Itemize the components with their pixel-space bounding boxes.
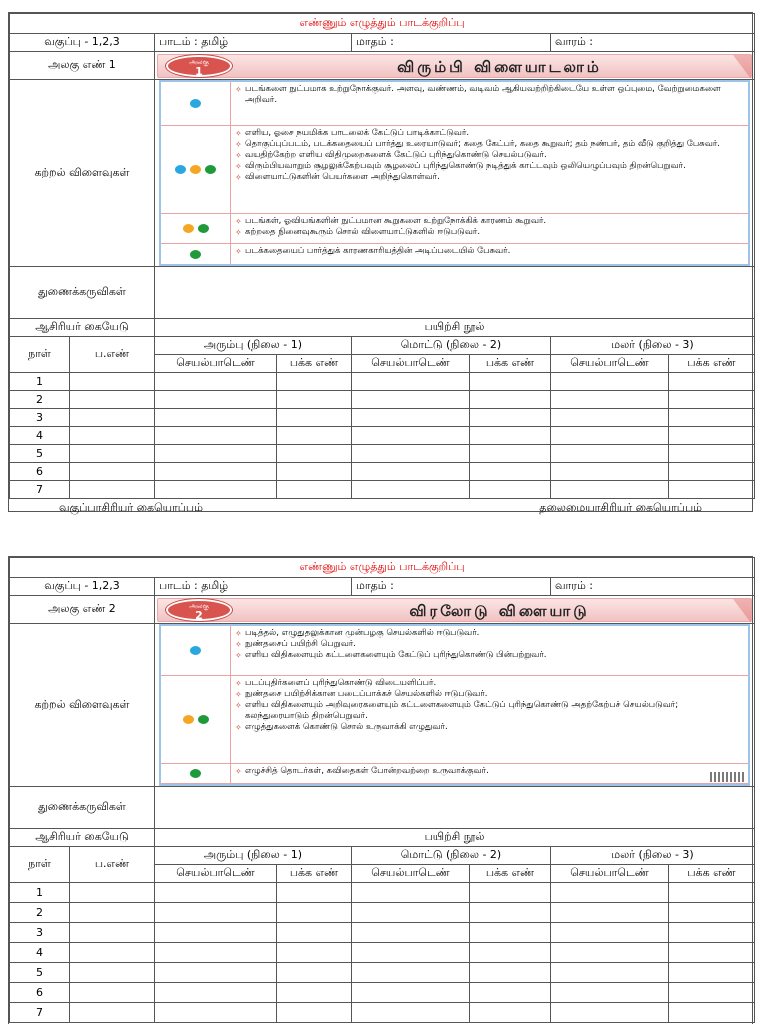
level-2-page-cell[interactable] [470, 1003, 551, 1023]
outcome-item: ✧ விளையாட்டுகளின் பெயர்களை அறிந்துகொள்வர். [235, 172, 744, 183]
level-1-activity-cell[interactable] [155, 1003, 277, 1023]
subject-label: பாடம் : தமிழ் [155, 578, 352, 596]
level-1-activity-cell[interactable] [155, 883, 277, 903]
aids-label: துணைக்கருவிகள் [10, 267, 155, 319]
outcome-list [231, 126, 748, 213]
unit-banner [157, 54, 752, 78]
outcome-group [161, 126, 748, 214]
outcome-item: ✧ எழுச்சித் தொடர்கள், கவிதைகள் போன்றவற்றை உருவாக்குவர். [235, 766, 744, 777]
period-cell[interactable] [70, 409, 155, 427]
day-row [10, 445, 755, 463]
outcome-list [231, 626, 748, 675]
day-number: 5 [10, 963, 70, 983]
level-2-activity-cell[interactable] [352, 463, 470, 481]
month-label: மாதம் : [352, 578, 551, 596]
level-3-activity-cell[interactable] [551, 983, 669, 1003]
week-label: வாரம் : [551, 34, 755, 52]
level-2-activity-cell[interactable] [352, 903, 470, 923]
level-1-activity-cell[interactable] [155, 427, 277, 445]
blue-level-dot-icon [175, 165, 186, 174]
badge-number: 1 [195, 64, 203, 78]
unit-badge [166, 599, 232, 621]
level-1-activity-cell[interactable] [155, 391, 277, 409]
level-3-page-cell[interactable] [669, 427, 755, 445]
level-3-activity-cell[interactable] [551, 373, 669, 391]
level-1-page-cell[interactable] [277, 391, 352, 409]
activity-no-header: செயல்பாடெண் [551, 355, 669, 373]
day-row [10, 943, 755, 963]
level-2-activity-cell[interactable] [352, 481, 470, 499]
period-cell[interactable] [70, 883, 155, 903]
class-label: வகுப்பு - 1,2,3 [10, 578, 155, 596]
aids-value[interactable] [155, 787, 755, 829]
day-number: 5 [10, 445, 70, 463]
day-number: 7 [10, 481, 70, 499]
page-no-header: பக்க எண் [669, 865, 755, 883]
day-row [10, 373, 755, 391]
level-2-activity-cell[interactable] [352, 373, 470, 391]
period-cell[interactable] [70, 373, 155, 391]
level-dots [161, 82, 231, 125]
level-2-activity-cell[interactable] [352, 963, 470, 983]
outcome-item: ✧ விரும்பியவாறும் சூழலுக்கேற்பவும் சூழலைப் புரிந்துகொண்டு நடித்துக் காட்டவும் ஒலியெழுப்பவும் திறன்பெறுவர். [235, 161, 744, 172]
level-3-page-cell[interactable] [669, 983, 755, 1003]
unit-label: அலகு எண் 2 [10, 596, 155, 624]
week-label: வாரம் : [551, 578, 755, 596]
period-cell[interactable] [70, 963, 155, 983]
outcomes-box [159, 80, 750, 266]
level-2-page-cell[interactable] [470, 445, 551, 463]
aids-label: துணைக்கருவிகள் [10, 787, 155, 829]
level-2-page-cell[interactable] [470, 903, 551, 923]
level-1-page-cell[interactable] [277, 409, 352, 427]
signature-row [9, 499, 752, 529]
level-2-page-cell[interactable] [470, 983, 551, 1003]
blue-level-dot-icon [190, 646, 201, 655]
period-cell[interactable] [70, 445, 155, 463]
level-3-activity-cell[interactable] [551, 391, 669, 409]
unit-banner [157, 598, 752, 622]
day-row [10, 481, 755, 499]
level-3-activity-cell[interactable] [551, 903, 669, 923]
level-2-page-cell[interactable] [470, 943, 551, 963]
unit-label: அலகு எண் 1 [10, 52, 155, 80]
banner-corner-decoration [733, 55, 751, 79]
day-number: 2 [10, 391, 70, 409]
outcome-item: ✧ வயதிற்கேற்ற எளிய விதிமுறைகளைக் கேட்டுப் புரிந்துகொண்டு செயல்படுவர். [235, 150, 744, 161]
level-3-activity-cell[interactable] [551, 445, 669, 463]
level-3-activity-cell[interactable] [551, 463, 669, 481]
level-2-page-cell[interactable] [470, 923, 551, 943]
level-2-activity-cell[interactable] [352, 883, 470, 903]
blue-level-dot-icon [190, 99, 201, 108]
page-no-header: பக்க எண் [277, 865, 352, 883]
outcome-item: ✧ எளிய விதிகளையும் அறிவுரைகளையும் கட்டளைகளையும் கேட்டுப் புரிந்துகொண்டு அதற்கேற்பச் செயல்படுவர்; கலந்துரையாடும் திறன்பெறுவர். [235, 700, 744, 722]
level-2-page-cell[interactable] [470, 373, 551, 391]
level-1-header: அரும்பு (நிலை - 1) [155, 337, 352, 355]
badge-caption: அலகு [189, 57, 209, 66]
day-row [10, 923, 755, 943]
day-number: 2 [10, 903, 70, 923]
period-cell[interactable] [70, 923, 155, 943]
outcomes-cell [155, 624, 755, 787]
period-cell[interactable] [70, 1003, 155, 1023]
outcome-group [161, 764, 748, 784]
outcomes-label: கற்றல் விளைவுகள் [10, 624, 155, 787]
outcome-item: ✧ படப்புதிர்களைப் புரிந்துகொண்டு விடையளிப்பர். [235, 678, 744, 689]
level-3-activity-cell[interactable] [551, 943, 669, 963]
period-cell[interactable] [70, 983, 155, 1003]
level-2-activity-cell[interactable] [352, 943, 470, 963]
outcome-list [231, 676, 748, 763]
period-header: ப.எண் [70, 337, 155, 373]
level-1-page-cell[interactable] [277, 445, 352, 463]
green-level-dot-icon [190, 250, 201, 259]
level-3-page-cell[interactable] [669, 923, 755, 943]
outcome-item: ✧ எழுத்துகளைக் கொண்டு சொல் உருவாக்கி எழுதுவர். [235, 722, 744, 733]
level-dots [161, 764, 231, 783]
outcome-group [161, 676, 748, 764]
level-3-page-cell[interactable] [669, 943, 755, 963]
level-2-page-cell[interactable] [470, 481, 551, 499]
unit-title: விரலோடு விளையாடு [409, 601, 590, 620]
green-level-dot-icon [198, 715, 209, 724]
level-1-activity-cell[interactable] [155, 983, 277, 1003]
page-no-header: பக்க எண் [470, 865, 551, 883]
green-level-dot-icon [190, 769, 201, 778]
day-row [10, 463, 755, 481]
green-level-dot-icon [205, 165, 216, 174]
outcome-list [231, 244, 748, 264]
teacher-guide-label: ஆசிரியர் கையேடு [10, 319, 155, 337]
plan-title: எண்ணும் எழுத்தும் பாடக்குறிப்பு [10, 558, 755, 578]
activity-no-header: செயல்பாடெண் [352, 865, 470, 883]
level-2-header: மொட்டு (நிலை - 2) [352, 337, 551, 355]
level-1-activity-cell[interactable] [155, 963, 277, 983]
outcomes-label: கற்றல் விளைவுகள் [10, 80, 155, 267]
level-3-activity-cell[interactable] [551, 1003, 669, 1023]
period-cell[interactable] [70, 391, 155, 409]
level-2-page-cell[interactable] [470, 427, 551, 445]
day-row [10, 983, 755, 1003]
level-2-activity-cell[interactable] [352, 427, 470, 445]
day-number: 1 [10, 883, 70, 903]
level-1-activity-cell[interactable] [155, 943, 277, 963]
day-row [10, 409, 755, 427]
level-2-activity-cell[interactable] [352, 983, 470, 1003]
level-3-activity-cell[interactable] [551, 481, 669, 499]
level-3-header: மலர் (நிலை - 3) [551, 337, 755, 355]
level-3-page-cell[interactable] [669, 373, 755, 391]
level-1-activity-cell[interactable] [155, 903, 277, 923]
period-cell[interactable] [70, 903, 155, 923]
outcome-item: ✧ கற்றதை நினைவுகூரும் சொல் விளையாட்டுகளில் ஈடுபடுவர். [235, 227, 744, 238]
level-dots [161, 126, 231, 213]
level-3-activity-cell[interactable] [551, 409, 669, 427]
green-level-dot-icon [198, 224, 209, 233]
level-3-page-cell[interactable] [669, 463, 755, 481]
day-row [10, 391, 755, 409]
level-2-activity-cell[interactable] [352, 923, 470, 943]
level-3-page-cell[interactable] [669, 883, 755, 903]
level-1-page-cell[interactable] [277, 481, 352, 499]
level-3-page-cell[interactable] [669, 409, 755, 427]
level-1-page-cell[interactable] [277, 963, 352, 983]
outcome-item: ✧ படங்கள், ஓவியங்களின் நுட்பமான கூறுகளை உற்றுநோக்கிக் காரணம் கூறுவர். [235, 216, 744, 227]
class-teacher-signature: வகுப்பாசிரியர் கையொப்பம் [59, 501, 203, 514]
lesson-plan-unit-2 [8, 556, 753, 1024]
level-2-activity-cell[interactable] [352, 445, 470, 463]
level-2-activity-cell[interactable] [352, 391, 470, 409]
day-number: 1 [10, 373, 70, 391]
period-cell[interactable] [70, 481, 155, 499]
month-label: மாதம் : [352, 34, 551, 52]
outcome-group [161, 82, 748, 126]
level-3-page-cell[interactable] [669, 903, 755, 923]
level-1-page-cell[interactable] [277, 427, 352, 445]
outcome-item: ✧ படங்களை நுட்பமாக உற்றுநோக்குவர். அளவு, வண்ணம், வடிவம் ஆகியவற்றிற்கிடையே உள்ள ஒப்புமை, வேற்றுமைகளை அறிவர். [235, 84, 744, 106]
level-1-header: அரும்பு (நிலை - 1) [155, 847, 352, 865]
level-2-page-cell[interactable] [470, 391, 551, 409]
level-dots [161, 676, 231, 763]
level-1-page-cell[interactable] [277, 373, 352, 391]
level-1-activity-cell[interactable] [155, 373, 277, 391]
outcome-group [161, 626, 748, 676]
level-dots [161, 214, 231, 243]
unit-badge [166, 55, 232, 77]
outcome-group [161, 244, 748, 264]
unit-banner-cell [155, 596, 755, 624]
day-row [10, 903, 755, 923]
level-1-page-cell[interactable] [277, 463, 352, 481]
level-1-page-cell[interactable] [277, 903, 352, 923]
day-row [10, 963, 755, 983]
outcome-list [231, 764, 748, 783]
orange-level-dot-icon [183, 224, 194, 233]
class-label: வகுப்பு - 1,2,3 [10, 34, 155, 52]
plan-title: எண்ணும் எழுத்தும் பாடக்குறிப்பு [10, 14, 755, 34]
page-no-header: பக்க எண் [277, 355, 352, 373]
day-number: 7 [10, 1003, 70, 1023]
activity-no-header: செயல்பாடெண் [155, 355, 277, 373]
level-2-page-cell[interactable] [470, 883, 551, 903]
level-dots [161, 244, 231, 264]
workbook-label: பயிற்சி நூல் [155, 829, 755, 847]
day-row [10, 1003, 755, 1023]
level-3-activity-cell[interactable] [551, 883, 669, 903]
outcome-item: ✧ நுண்தசை பயிற்சிக்கான படைப்பாக்கச் செயல்களில் ஈடுபடுவர். [235, 689, 744, 700]
level-3-page-cell[interactable] [669, 963, 755, 983]
activity-no-header: செயல்பாடெண் [352, 355, 470, 373]
outcome-list [231, 214, 748, 243]
level-1-page-cell[interactable] [277, 923, 352, 943]
level-2-header: மொட்டு (நிலை - 2) [352, 847, 551, 865]
level-2-activity-cell[interactable] [352, 409, 470, 427]
orange-level-dot-icon [183, 715, 194, 724]
level-3-activity-cell[interactable] [551, 963, 669, 983]
unit-title: விரும்பி விளையாடலாம் [397, 57, 602, 76]
outcome-item: ✧ தொகுப்புப்படம், படக்கதையைப் பார்த்து உரையாடுவர்; கதை கேட்பர், கதை கூறுவர்; தம் நண்பர், தம் வீடு குறித்து பேசுவர். [235, 139, 744, 150]
activity-no-header: செயல்பாடெண் [551, 865, 669, 883]
period-cell[interactable] [70, 463, 155, 481]
subject-label: பாடம் : தமிழ் [155, 34, 352, 52]
level-2-page-cell[interactable] [470, 409, 551, 427]
outcome-item: ✧ எளிய, ஓசை நயமிக்க பாடலைக் கேட்டுப் பாடிக்காட்டுவர். [235, 128, 744, 139]
level-3-page-cell[interactable] [669, 445, 755, 463]
workbook-label: பயிற்சி நூல் [155, 319, 755, 337]
outcomes-cell [155, 80, 755, 267]
outcome-item: ✧ எளிய விதிகளையும் கட்டளைகளையும் கேட்டுப் புரிந்துகொண்டு பின்பற்றுவர். [235, 650, 744, 661]
day-row [10, 883, 755, 903]
level-2-activity-cell[interactable] [352, 1003, 470, 1023]
period-cell[interactable] [70, 427, 155, 445]
outcome-item: ✧ படக்கதையைப் பார்த்துக் காரணகாரியத்தின் அடிப்படையில் பேசுவர். [235, 246, 744, 257]
level-1-activity-cell[interactable] [155, 409, 277, 427]
day-header: நாள் [10, 337, 70, 373]
outcome-item: ✧ படித்தல், எழுதுதலுக்கான முன்பழகு செயல்களில் ஈடுபடுவர். [235, 628, 744, 639]
page-no-header: பக்க எண் [470, 355, 551, 373]
outcomes-box [159, 624, 750, 786]
day-number: 3 [10, 409, 70, 427]
lesson-plan-unit-1 [8, 12, 753, 512]
orange-level-dot-icon [190, 165, 201, 174]
level-1-page-cell[interactable] [277, 1003, 352, 1023]
badge-number: 2 [195, 608, 203, 622]
badge-caption: அலகு [189, 601, 209, 610]
page-no-header: பக்க எண் [669, 355, 755, 373]
level-2-page-cell[interactable] [470, 963, 551, 983]
period-cell[interactable] [70, 943, 155, 963]
level-2-page-cell[interactable] [470, 463, 551, 481]
level-1-activity-cell[interactable] [155, 481, 277, 499]
outcome-item: ✧ நுண்தசைப் பயிற்சி பெறுவர். [235, 639, 744, 650]
day-number: 6 [10, 983, 70, 1003]
unit-banner-cell [155, 52, 755, 80]
day-number: 6 [10, 463, 70, 481]
level-1-activity-cell[interactable] [155, 445, 277, 463]
banner-corner-decoration [733, 599, 751, 623]
level-1-activity-cell[interactable] [155, 463, 277, 481]
qr-code-icon [710, 772, 744, 782]
outcome-list [231, 82, 748, 125]
level-1-page-cell[interactable] [277, 883, 352, 903]
day-number: 3 [10, 923, 70, 943]
level-3-page-cell[interactable] [669, 481, 755, 499]
level-3-activity-cell[interactable] [551, 923, 669, 943]
teacher-guide-label: ஆசிரியர் கையேடு [10, 829, 155, 847]
level-3-page-cell[interactable] [669, 1003, 755, 1023]
aids-value[interactable] [155, 267, 755, 319]
day-number: 4 [10, 427, 70, 445]
day-row [10, 427, 755, 445]
day-number: 4 [10, 943, 70, 963]
level-1-page-cell[interactable] [277, 983, 352, 1003]
outcome-group [161, 214, 748, 244]
level-3-page-cell[interactable] [669, 391, 755, 409]
day-header: நாள் [10, 847, 70, 883]
level-1-page-cell[interactable] [277, 943, 352, 963]
level-3-header: மலர் (நிலை - 3) [551, 847, 755, 865]
headmaster-signature: தலைமையாசிரியர் கையொப்பம் [539, 501, 702, 514]
level-dots [161, 626, 231, 675]
period-header: ப.எண் [70, 847, 155, 883]
level-1-activity-cell[interactable] [155, 923, 277, 943]
level-3-activity-cell[interactable] [551, 427, 669, 445]
activity-no-header: செயல்பாடெண் [155, 865, 277, 883]
